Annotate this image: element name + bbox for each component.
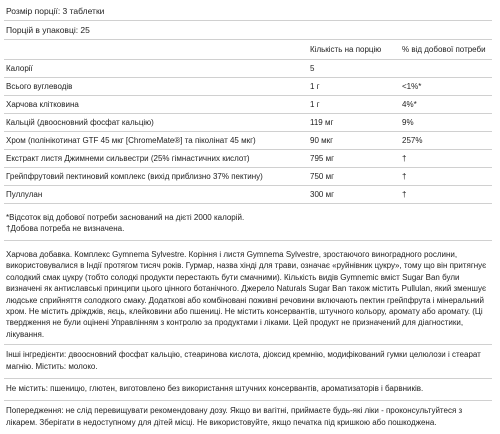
nutrient-amount: 300 мг <box>310 190 334 199</box>
nutrient-name: Грейпфрутовий пектиновий комплекс (вихід приблизно 37% пектину) <box>6 172 263 181</box>
nutrient-dv: <1%* <box>402 82 422 91</box>
table-row <box>4 78 492 96</box>
nutrient-amount: 90 мкг <box>310 136 334 145</box>
nutrient-amount: 750 мг <box>310 172 334 181</box>
nutrient-amount: 1 г <box>310 82 320 91</box>
nutrient-dv: 9% <box>402 118 414 127</box>
nutrient-name: Хром (полінікотинат GTF 45 мкг [ChromeMate®] та піколінат 45 мкг) <box>6 136 256 145</box>
supplement-facts-panel <box>4 0 492 434</box>
free-of-statement: Не містить: пшеницю, глютен, виготовлено без використання штучних консервантів, ароматизаторів і барвників. <box>4 379 492 401</box>
nutrient-amount: 5 <box>310 64 315 73</box>
table-row <box>4 60 492 78</box>
other-ingredients: Інші інгредієнти: двоосновний фосфат кальцію, стеаринова кислота, діоксид кремнію, модифікований гумки целюлози і стеарат магнію. Містить: молоко. <box>4 345 492 379</box>
nutrient-name: Кальцій (двоосновний фосфат кальцію) <box>6 118 154 127</box>
table-row <box>4 96 492 114</box>
nutrient-name: Екстракт листя Джимнеми сильвестри (25% гімнастичних кислот) <box>6 154 250 163</box>
nutrient-dv: † <box>402 172 407 181</box>
table-row <box>4 114 492 132</box>
footnotes <box>4 204 492 241</box>
table-row <box>4 150 492 168</box>
dv-footnote: *Відсоток від добової потреби заснований на дієті 2000 калорій. <box>6 213 245 222</box>
servings-per-container: Порцій в упаковці: 25 <box>4 21 492 40</box>
serving-size: Розмір порції: 3 таблетки <box>4 0 492 21</box>
table-row <box>4 168 492 186</box>
nutrient-name: Всього вуглеводів <box>6 82 73 91</box>
warning-text: Попередження: не слід перевищувати рекомендовану дозу. Якщо ви вагітні, приймаєте будь-які ліки - проконсультуйтеся з лікарем. Зберігати в недоступному для дітей місці. Не використовуйте, якщо печатка під кришкою або пошкоджена. <box>6 406 463 427</box>
nutrient-name: Харчова клітковина <box>6 100 79 109</box>
nutrient-dv: † <box>402 154 407 163</box>
nutrient-name: Пуллулан <box>6 190 43 199</box>
nutrient-name: Калорії <box>6 64 33 73</box>
table-row <box>4 186 492 204</box>
dv-column-header: % від добової потреби <box>402 45 486 54</box>
nutrient-amount: 795 мг <box>310 154 334 163</box>
nutrient-amount: 119 мг <box>310 118 334 127</box>
table-header <box>4 40 492 60</box>
nutrient-dv: 4%* <box>402 100 417 109</box>
product-description: Харчова добавка. Комплекс Gymnema Sylvestre. Коріння і листя Gymnema Sylvestre, зростаючого виноградного рослини, використовувалися в Індії протягом тисяч років. Гурмар, назва хінді для трави, означає «руйнівник цукру», тому що він притягнує солодкий смак цукру (тобто солодкі продукти перестають бути смачними). Кількість видів Gymnemic вміст Sugar Ban були визначені як антиславські принципи цього цінного ботанічного. Джерело Naturals Sugar Ban також містить Pullulan, який зменшує людське сприйняття солодкого смаку. Додаткові або комбіновані поживні речовини включають пектин грейпфрута і мінеральний хром. Не містить дріжджів, яєць, клейковини або пшениці. Не містить консервантів, штучного кольору, аромату або аромату. (Ці твердження не були оцінені Управлінням з контролю за продуктами і ліками. Цей продукт не призначений для діагностики, лікування. <box>4 241 492 345</box>
amount-column-header: Кількість на порцію <box>310 45 382 54</box>
dagger-footnote: †Добова потреба не визначена. <box>6 224 125 233</box>
nutrient-amount: 1 г <box>310 100 320 109</box>
nutrient-dv: 257% <box>402 136 423 145</box>
nutrient-dv: † <box>402 190 407 199</box>
table-row <box>4 132 492 150</box>
